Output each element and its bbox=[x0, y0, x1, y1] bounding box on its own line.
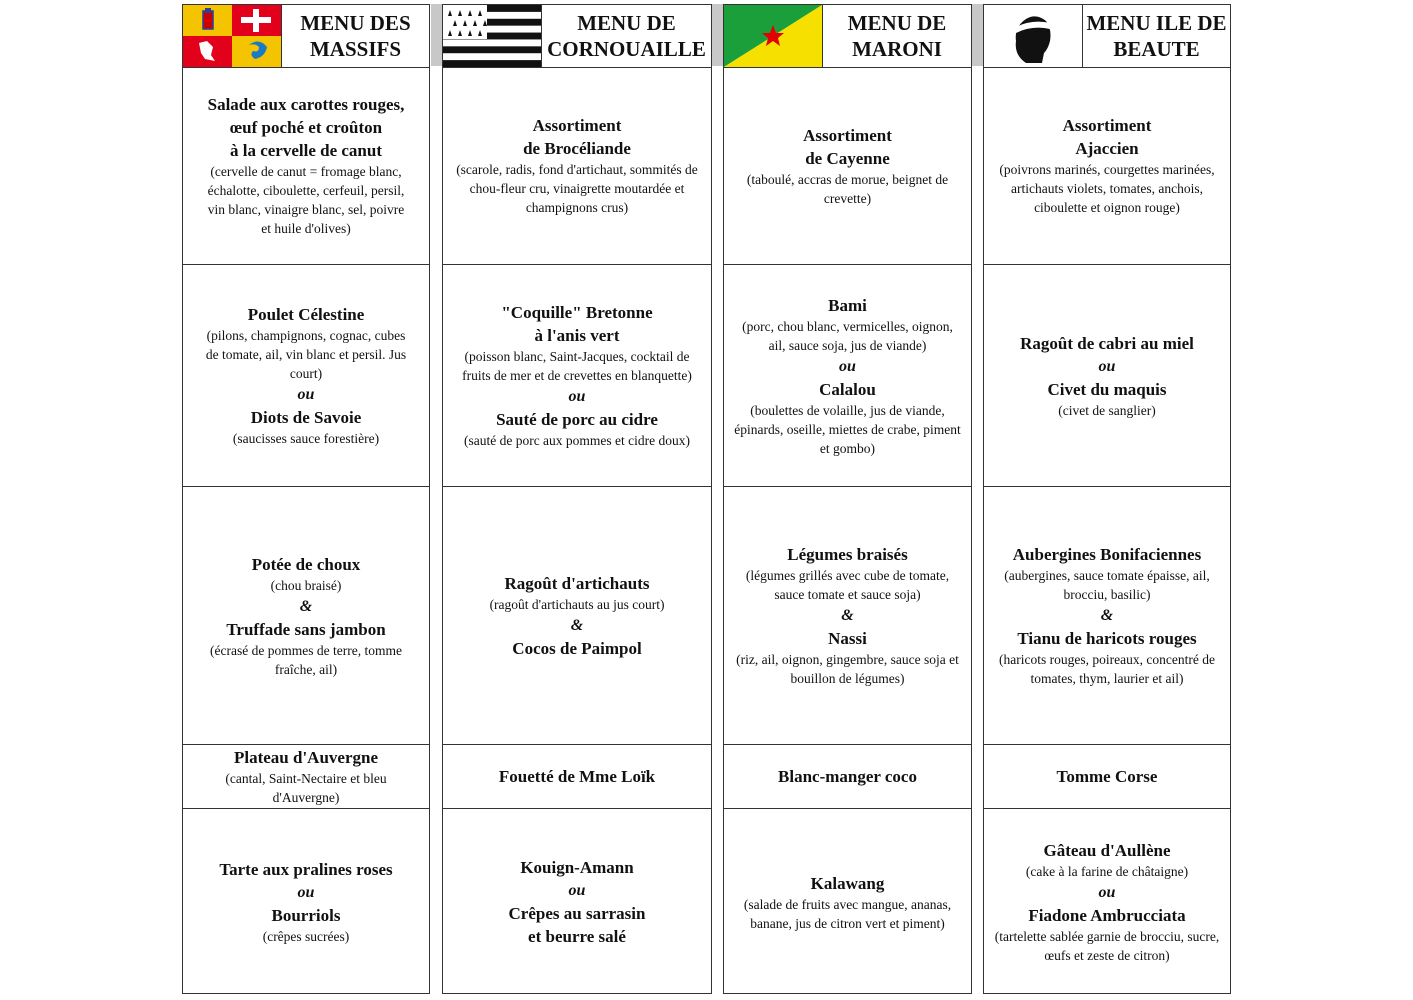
dish-name: Légumes braisés bbox=[787, 545, 908, 564]
dish-description: (cake à la farine de châtaigne) bbox=[1025, 864, 1189, 879]
dish-name: Gâteau d'Aullène bbox=[1043, 841, 1171, 860]
separator: & bbox=[570, 616, 584, 634]
separator: ou bbox=[297, 884, 315, 901]
dish-description: (écrasé de pommes de terre, tomme fraîche, ail) bbox=[210, 642, 402, 677]
column-header bbox=[443, 5, 711, 68]
separator: ou bbox=[297, 386, 315, 403]
dish-name: Nassi bbox=[828, 629, 867, 648]
dessert-cell bbox=[724, 809, 971, 995]
dish-description: (saucisses sauce forestière) bbox=[232, 431, 380, 446]
dish-name: "Coquille" Bretonne à l'anis vert bbox=[501, 303, 653, 345]
dish-name: Aubergines Bonifaciennes bbox=[1012, 545, 1202, 564]
separator: & bbox=[841, 607, 854, 624]
menu-column bbox=[983, 4, 1231, 994]
separator: ou bbox=[1098, 884, 1116, 901]
dish-name: Truffade sans jambon bbox=[226, 619, 386, 639]
entree-cell bbox=[984, 67, 1230, 265]
auvergne-rhone-alpes-flag-icon bbox=[183, 5, 282, 67]
plat-cell bbox=[183, 265, 429, 487]
header-divider bbox=[431, 4, 442, 66]
dish-name: Salade aux carottes rouges, œuf poché et croûton à la cervelle de canut bbox=[207, 95, 405, 160]
plat-cell bbox=[443, 265, 711, 487]
dish-name: Assortiment de Brocéliande bbox=[523, 116, 631, 158]
header-divider bbox=[712, 4, 723, 66]
menu-title: MENU DE MARONI bbox=[847, 11, 947, 61]
entree-cell bbox=[183, 67, 429, 265]
separator: ou bbox=[1098, 357, 1116, 375]
dish-name: Ragoût de cabri au miel bbox=[1020, 333, 1194, 353]
dish-description: (tartelette sablée garnie de brocciu, sucre, œufs et zeste de citron) bbox=[994, 929, 1220, 963]
plat-cell bbox=[984, 265, 1230, 487]
dish-name: Kouign-Amann bbox=[520, 858, 634, 877]
dish-name: Tianu de haricots rouges bbox=[1017, 629, 1197, 648]
dish-name: Assortiment de Cayenne bbox=[803, 125, 892, 168]
menu-column bbox=[723, 4, 972, 994]
fromage-cell bbox=[443, 745, 711, 809]
dish-name: Crêpes au sarrasin et beurre salé bbox=[508, 904, 646, 946]
separator: ou bbox=[839, 357, 856, 375]
dish-description: (pilons, champignons, cognac, cubes de tomate, ail, vin blanc et persil. Jus court) bbox=[205, 328, 407, 381]
dish-name: Fiadone Ambrucciata bbox=[1028, 906, 1186, 925]
separator: ou bbox=[568, 388, 586, 405]
dish-name: Assortiment Ajaccien bbox=[1062, 116, 1152, 158]
dish-name: Tomme Corse bbox=[1056, 767, 1158, 786]
dish-description: (salade de fruits avec mangue, ananas, banane, jus de citron vert et piment) bbox=[743, 896, 952, 931]
accompagnement-cell bbox=[984, 487, 1230, 745]
entree-cell bbox=[724, 67, 971, 265]
dish-name: Sauté de porc au cidre bbox=[496, 410, 658, 429]
dish-name: Diots de Savoie bbox=[250, 408, 362, 427]
separator: & bbox=[299, 597, 313, 615]
dessert-cell bbox=[443, 809, 711, 995]
separator: & bbox=[1100, 607, 1114, 624]
dish-name: Poulet Célestine bbox=[247, 305, 365, 324]
fromage-cell bbox=[183, 745, 429, 809]
dish-name: Plateau d'Auvergne bbox=[233, 748, 379, 767]
dish-name: Bami bbox=[828, 295, 867, 315]
dish-description: (scarole, radis, fond d'artichaut, sommités de chou-fleur cru, vinaigrette moutardée et champignons crus) bbox=[456, 162, 698, 215]
header-divider bbox=[972, 4, 983, 66]
fromage-cell bbox=[724, 745, 971, 809]
fromage-cell bbox=[984, 745, 1230, 809]
dish-description: (légumes grillés avec cube de tomate, sauce tomate et sauce soja) bbox=[745, 568, 950, 602]
dish-name: Kalawang bbox=[810, 873, 885, 893]
dish-description: (cantal, Saint-Nectaire et bleu d'Auvergne) bbox=[225, 771, 387, 805]
corse-moor-head-flag-icon bbox=[984, 5, 1083, 67]
accompagnement-cell bbox=[724, 487, 971, 745]
dish-description: (chou braisé) bbox=[270, 577, 342, 593]
dish-description: (boulettes de volaille, jus de viande, épinards, oseille, miettes de crabe, piment et gombo) bbox=[734, 402, 961, 456]
guyane-flag-icon bbox=[724, 5, 823, 67]
bretagne-flag-icon bbox=[443, 5, 542, 67]
dish-description: (haricots rouges, poireaux, concentré de tomates, thym, laurier et ail) bbox=[999, 652, 1215, 686]
dish-description: (sauté de porc aux pommes et cidre doux) bbox=[463, 433, 691, 448]
separator: ou bbox=[568, 882, 586, 899]
menu-title: MENU ILE DE BEAUTE bbox=[1086, 11, 1227, 61]
dish-description: (riz, ail, oignon, gingembre, sauce soja et bouillon de légumes) bbox=[736, 652, 959, 686]
dish-name: Ragoût d'artichauts bbox=[504, 573, 650, 593]
dish-name: Fouetté de Mme Loïk bbox=[498, 767, 656, 786]
column-header bbox=[183, 5, 429, 68]
menu-column bbox=[182, 4, 430, 994]
menu-column bbox=[442, 4, 712, 994]
dish-name: Cocos de Paimpol bbox=[512, 638, 642, 658]
dish-name: Tarte aux pralines roses bbox=[219, 860, 393, 879]
dish-description: (aubergines, sauce tomate épaisse, ail, brocciu, basilic) bbox=[1004, 568, 1210, 602]
dish-name: Bourriols bbox=[271, 906, 341, 925]
column-header bbox=[724, 5, 971, 68]
dish-name: Calalou bbox=[819, 379, 876, 399]
dish-name: Blanc-manger coco bbox=[778, 767, 917, 786]
dessert-cell bbox=[984, 809, 1230, 995]
dish-name: Potée de choux bbox=[251, 554, 361, 574]
accompagnement-cell bbox=[443, 487, 711, 745]
column-header bbox=[984, 5, 1230, 68]
dish-description: (civet de sanglier) bbox=[1058, 402, 1156, 418]
entree-cell bbox=[443, 67, 711, 265]
dessert-cell bbox=[183, 809, 429, 995]
menu-title: MENU DES MASSIFS bbox=[300, 11, 411, 61]
dish-description: (ragoût d'artichauts au jus court) bbox=[489, 596, 665, 612]
dish-description: (taboulé, accras de morue, beignet de crevette) bbox=[746, 171, 949, 206]
menu-title: MENU DE CORNOUAILLE bbox=[547, 11, 706, 61]
dish-description: (poivrons marinés, courgettes marinées, artichauts violets, tomates, anchois, ciboulette et oignon rouge) bbox=[999, 162, 1215, 215]
dish-name: Civet du maquis bbox=[1047, 379, 1167, 399]
accompagnement-cell bbox=[183, 487, 429, 745]
dish-description: (poisson blanc, Saint-Jacques, cocktail de fruits de mer et de crevettes en blanquette) bbox=[462, 349, 692, 383]
dish-description: (porc, chou blanc, vermicelles, oignon, ail, sauce soja, jus de viande) bbox=[742, 318, 953, 353]
plat-cell bbox=[724, 265, 971, 487]
dish-description: (crêpes sucrées) bbox=[262, 929, 350, 944]
dish-description: (cervelle de canut = fromage blanc, échalotte, ciboulette, cerfeuil, persil, vin blanc, vinaigre blanc, sel, poivre et huile d'olives) bbox=[207, 164, 405, 236]
